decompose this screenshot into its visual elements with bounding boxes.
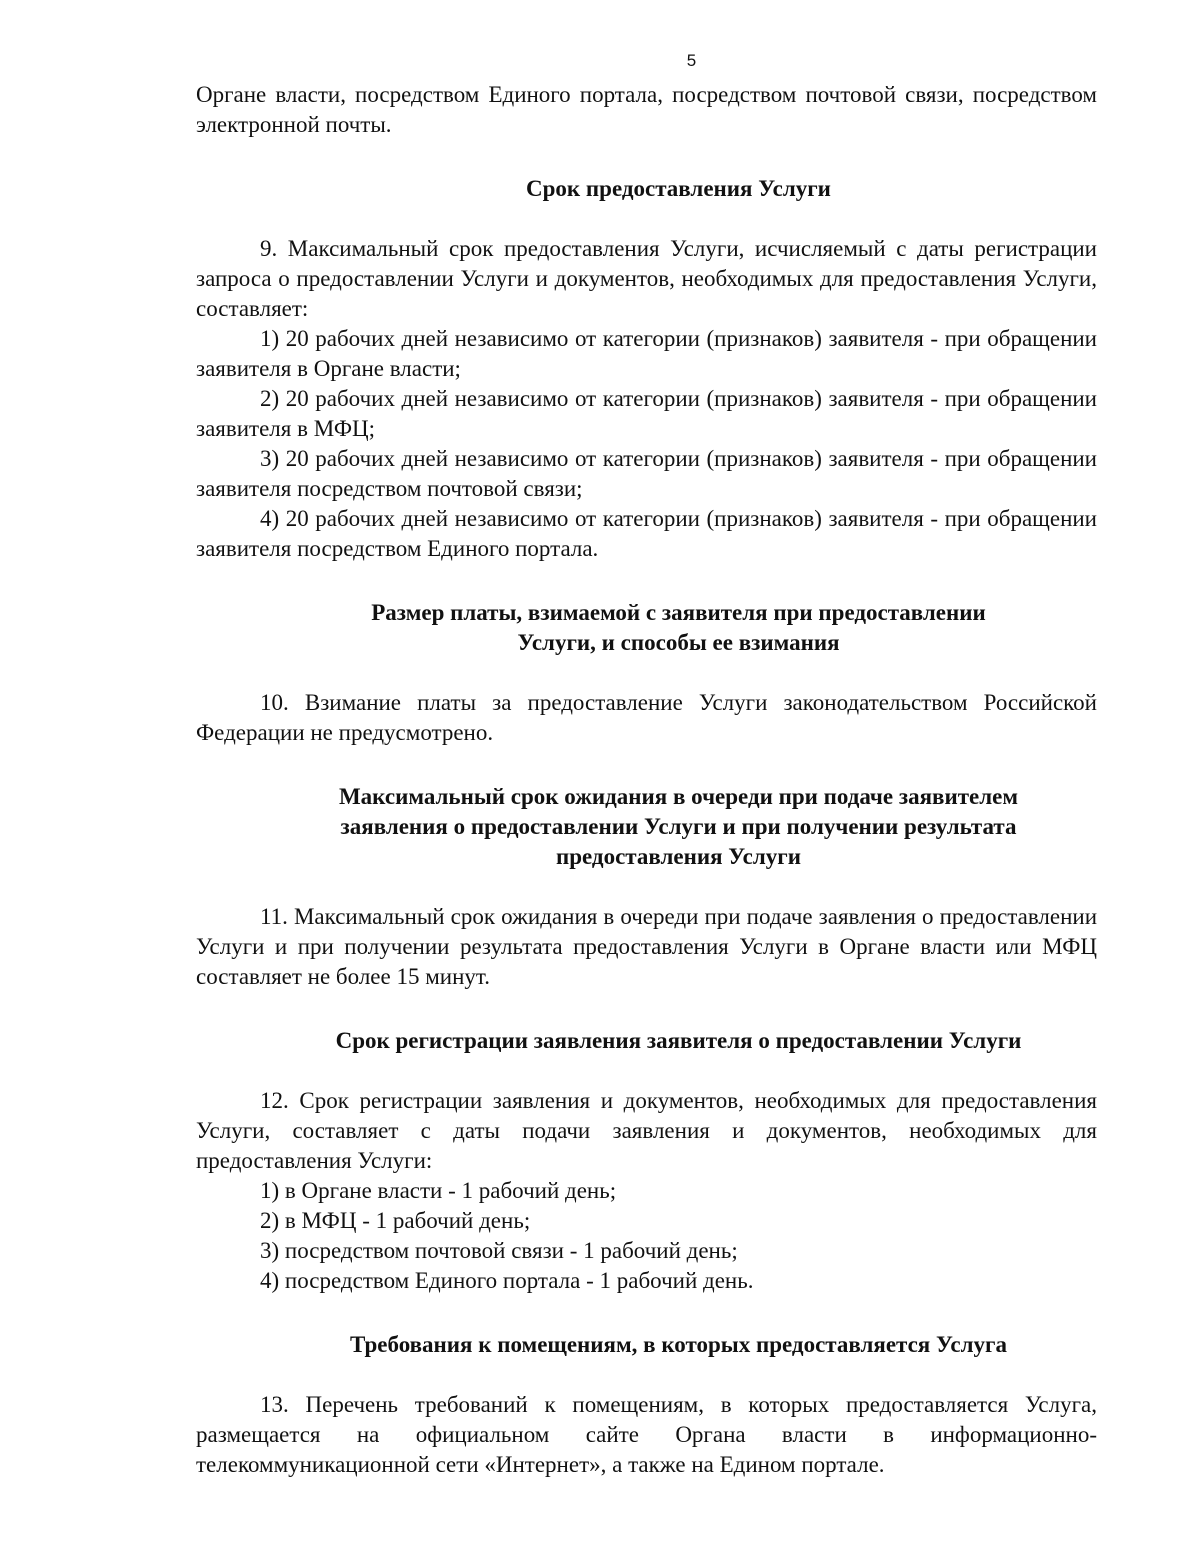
section-heading-queue-time <box>196 782 1097 872</box>
heading-line: Срок регистрации заявления заявителя о предоставлении Услуги <box>335 1028 1022 1053</box>
list-item: 3) 20 рабочих дней независимо от категории (признаков) заявителя - при обращении заявителя посредством почтовой связи; <box>196 446 1097 501</box>
heading-line: Требования к помещениям, в которых предоставляется Услуга <box>350 1332 1007 1357</box>
list-item: 1) 20 рабочих дней независимо от категории (признаков) заявителя - при обращении заявителя в Органе власти; <box>196 326 1097 381</box>
paragraph-11: 11. Максимальный срок ожидания в очереди при подаче заявления о предоставлении Услуги и при получении результата предоставления Услуги в Органе власти или МФЦ составляет не более 15 минут. <box>196 904 1097 989</box>
list-item: 1) в Органе власти - 1 рабочий день; <box>260 1178 617 1203</box>
list-item: 2) в МФЦ - 1 рабочий день; <box>260 1208 531 1233</box>
page-number: 5 <box>686 51 697 70</box>
section-heading-service-term <box>196 174 1097 204</box>
list-item: 4) 20 рабочих дней независимо от категории (признаков) заявителя - при обращении заявителя посредством Единого портала. <box>196 506 1097 561</box>
intro-paragraph: Органе власти, посредством Единого портала, посредством почтовой связи, посредством электронной почты. <box>196 82 1097 137</box>
heading-line: заявления о предоставлении Услуги и при получении результата <box>340 814 1017 839</box>
heading-line: Услуги, и способы ее взимания <box>517 630 840 655</box>
paragraph-9: 9. Максимальный срок предоставления Услуги, исчисляемый с даты регистрации запроса о предоставлении Услуги и документов, необходимых для предоставления Услуги, составляет: <box>196 236 1097 321</box>
paragraph-12: 12. Срок регистрации заявления и документов, необходимых для предоставления Услуги, составляет с даты подачи заявления и документов, необходимых для предоставления Услуги: <box>196 1088 1097 1173</box>
document-page <box>196 50 1097 1530</box>
heading-line: предоставления Услуги <box>555 844 801 869</box>
heading-line: Максимальный срок ожидания в очереди при подаче заявителем <box>338 784 1019 809</box>
list-item: 3) посредством почтовой связи - 1 рабочий день; <box>260 1238 738 1263</box>
paragraph-10: 10. Взимание платы за предоставление Услуги законодательством Российской Федерации не предусмотрено. <box>196 690 1097 745</box>
section-heading-premises <box>196 1330 1097 1360</box>
section-heading-registration-term <box>196 1026 1097 1056</box>
section-heading-fee <box>196 598 1097 658</box>
heading-line: Срок предоставления Услуги <box>526 176 831 201</box>
heading-line: Размер платы, взимаемой с заявителя при предоставлении <box>371 600 986 625</box>
list-item: 4) посредством Единого портала - 1 рабочий день. <box>260 1268 754 1293</box>
paragraph-13: 13. Перечень требований к помещениям, в которых предоставляется Услуга, размещается на официальном сайте Органа власти в информационно-телекоммуникационной сети «Интернет», а также на Едином портале. <box>196 1392 1097 1477</box>
list-item: 2) 20 рабочих дней независимо от категории (признаков) заявителя - при обращении заявителя в МФЦ; <box>196 386 1097 441</box>
